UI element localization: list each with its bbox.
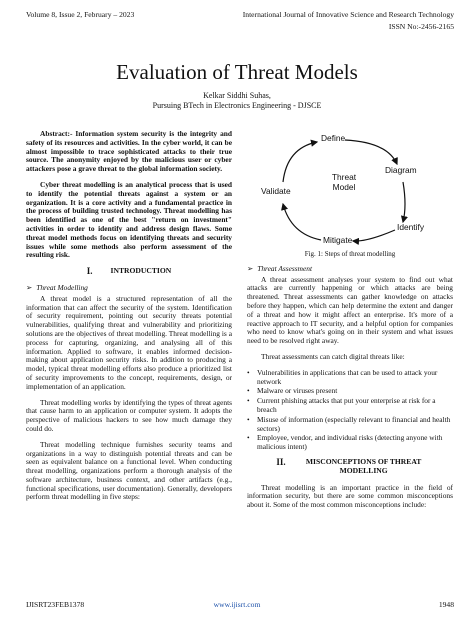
- paper-id: IJISRT23FEB1378: [26, 600, 85, 609]
- list-item: • Vulnerabilities in applications that can be used to attack your network: [247, 369, 453, 387]
- step-diagram: Diagram: [385, 165, 417, 175]
- arrow-identify-to-mitigate: [353, 230, 395, 241]
- arrow-bullet-icon: ➢: [247, 263, 254, 273]
- figure-caption: Fig. 1: Steps of threat modelling: [304, 250, 396, 258]
- assessment-paragraph-2: Threat assessments can catch digital threats like:: [261, 351, 405, 361]
- right-column: [247, 130, 453, 517]
- section-2-title: MISCONCEPTIONS OF THREAT MODELLING: [305, 456, 422, 475]
- center-threat-model: Threat Model: [331, 172, 357, 192]
- volume-issue: Volume 8, Issue 2, February – 2023: [26, 10, 135, 19]
- threat-model-figure: [247, 130, 453, 248]
- threat-list: [247, 369, 453, 452]
- page-number: 1948: [438, 600, 454, 609]
- author-name: Kelkar Siddhi Suhas,: [203, 91, 271, 100]
- step-mitigate: Mitigate: [323, 235, 353, 245]
- arrow-bullet-icon: ➢: [26, 282, 33, 292]
- step-identify: Identify: [397, 222, 425, 232]
- section-1-heading: [26, 267, 232, 276]
- subheading-threat-assessment: [247, 265, 453, 274]
- abstract-paragraph-2: Cyber threat modelling is an analytical process that is used to identify the potential threats against a system or an organization. It is a core activity and a fundamental practice in the process of building trusted technology. Threat modelling has been identified as one of the best "return on investment" activities in order to identify and address design flaws. Some threat model methods focus on identifying threats and security issues while some methods also perform assessment of the resulting risk.: [26, 179, 232, 260]
- list-item: • Employee, vendor, and individual risks (detecting anyone with malicious intent): [247, 434, 453, 452]
- section-2-number: II.: [276, 456, 286, 467]
- step-validate: Validate: [261, 186, 291, 196]
- arrow-mitigate-to-validate: [283, 204, 321, 240]
- author-affiliation: Pursuing BTech in Electronics Engineering - DJSCE: [152, 101, 322, 110]
- intro-paragraph-3: Threat modelling technique furnishes security teams and organizations in a way to distinguish potential threats and can be seen as equivalent balance on a functional level. When conducting threat modelling, organizations perform a thorough analysis of the software architecture, business context, and other artifacts (e.g., functional specifications, user documentation). Generally, developers perform threat modelling in five steps:: [26, 439, 232, 502]
- journal-name: International Journal of Innovative Science and Research Technology: [242, 10, 454, 19]
- list-item: • Malware or viruses present: [247, 387, 453, 396]
- misconceptions-paragraph: Threat modelling is an important practice in the field of information security, but there are some common misconceptions about it. Some of the most common misconceptions include:: [247, 482, 453, 510]
- subheading-threat-assessment-label: Threat Assessment: [257, 263, 313, 273]
- paper-title: Evaluation of Threat Models: [116, 60, 358, 84]
- journal-website-link[interactable]: www.ijisrt.com: [213, 600, 261, 609]
- arrow-define-to-diagram: [345, 140, 397, 164]
- issn: ISSN No:-2456-2165: [388, 22, 454, 31]
- step-define: Define: [321, 133, 346, 143]
- subheading-threat-modelling: [26, 284, 232, 293]
- section-1-title: INTRODUCTION: [110, 266, 172, 276]
- section-2-heading: [247, 458, 453, 476]
- intro-paragraph-1: A threat model is a structured representation of all the information that can affect the security of the system. Identification of security requirement, pointing out security threats potential vulnerabilities, qualifying threat and vulnerability and prioritizing solutions are the objectives of threat modelling. Threat modelling is a process for capturing, organizing, and analysing all of this information. Applied to software, it enables informed decision-making about application security risks. In addition to producing a model, typical threat modelling efforts also produce a prioritized list of security improvements to the concept, requirements, design, or implementation of an application.: [26, 293, 232, 391]
- arrow-diagram-to-identify: [403, 182, 405, 222]
- author-block: [0, 91, 474, 111]
- subheading-threat-modelling-label: Threat Modelling: [36, 282, 88, 292]
- arrow-validate-to-define: [283, 142, 317, 182]
- abstract: Abstract:- Information system security is the integrity and safety of its resources and activities. In the cyber world, it can be almost impossible to trace sophisticated attacks to their true source. The anonymity enjoyed by the malicious user or cyber attackers pose a grave threat to the global information society.: [26, 129, 232, 174]
- assessment-paragraph-1: A threat assessment analyses your system to find out what attacks are currently happening or which attacks are being threatened. Threat assessments can gather knowledge on attacks before they happen, which can help determine the extent and danger of a threat and how it might affect an enterprise. It's more of a reactive approach to IT security, and a helpful option for companies who need to know what's going on in their system and what issues need to be resolved right away.: [247, 274, 453, 346]
- list-item: • Current phishing attacks that put your enterprise at risk for a breach: [247, 397, 453, 415]
- intro-paragraph-2: Threat modelling works by identifying the types of threat agents that cause harm to an application or computer system. It adopts the perspective of malicious hackers to see how much damage they could do.: [26, 397, 232, 433]
- left-column: [26, 130, 232, 509]
- list-item: • Misuse of information (especially relevant to financial and health sectors): [247, 416, 453, 434]
- section-1-number: I.: [86, 266, 93, 277]
